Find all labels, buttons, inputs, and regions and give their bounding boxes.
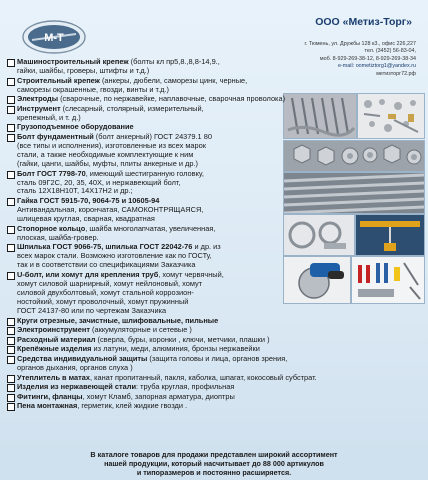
item-text [17,402,187,411]
item-description-line: плоская, шайба-гровер. [17,232,99,242]
item-title: Средства индивидуальной защиты [17,354,148,363]
checkbox-bullet [7,272,15,280]
checkbox-bullet [7,244,15,252]
checkbox-bullet [7,134,15,142]
footer-line: В каталоге товаров для продажи представлен широкий ассортимент [90,450,338,459]
item-description: из латуни, меди, алюминия, бронзы нержавейки [91,344,260,354]
item-description-line: Антивандальная, корончатая, САМОКОНТРЯЩАЯСЯ, [17,205,204,215]
item-text [17,123,134,132]
checkbox-bullet [7,198,15,206]
item-description-line: сталь 09Г2С, 20, 35, 40Х, и нержавеющий болт, [17,177,181,187]
item-title: Стопорное кольцо [17,223,86,233]
item-title: Пена монтажная [17,401,78,411]
item-description: , хомут Кламб, запорная арматура, диоптры [82,391,235,401]
company-name: ООО «Метиз-Торг» [315,16,412,28]
item-description-line: (все типы и исполнения), изготовленные из всех марок [17,140,206,150]
logo-text: М-Т [44,32,64,44]
item-description: (анкеры, дюбели, саморезы цинк, черные, [99,75,248,85]
item-title: Крепёжные изделия [17,344,92,354]
item-title: Фитинги, фланцы [17,391,83,401]
item-text [17,355,287,373]
item-description: : труба круглая, профильная [135,382,235,392]
item-title: Болт ГОСТ 7798-70 [17,168,86,178]
phone: тел. (3452) 56-83-04, [364,48,416,55]
footer [0,446,428,480]
item-description-line: стали, а также необходимые комплектующие к ним [17,149,194,159]
item-description-line: сталь 12Х18Н10Т, 14Х17Н2 и др.; [17,186,133,196]
item-description: (слесарный, столярный, измерительный, [60,103,204,113]
checkbox-bullet [7,375,15,383]
item-description-line: ГОСТ 24137-80 или по чертежам Заказчика [17,305,167,315]
photo-anchor-bolts [283,93,357,139]
checkbox-bullet [7,318,15,326]
email-link[interactable]: e-mail: oometiztorg1@yandex.ru [338,63,416,70]
item-title: Гайка ГОСТ 5915-70, 9064-75 и 10605-94 [17,196,160,206]
item-text [17,77,247,95]
item-text [17,336,270,345]
item-description-line: саморезы окрашенные, гвозди, винты и т.д.) [17,84,169,94]
checkbox-bullet [7,356,15,364]
footer-line: и типоразмеров и постоянно расширяется. [136,468,292,477]
item-description-line: ностойкий, хомут проволочный, хомут пружинный [17,296,189,306]
photo-pipe-clamps [283,214,355,256]
checkbox-bullet [7,384,15,392]
item-text [17,383,234,392]
item-description: , герметик, клей жидкие гвозди . [77,401,188,411]
item-description-line: так и в соответствии со спецификациями Заказчика [17,260,196,270]
item-description-line: органов дыхания, органов слуха ) [17,362,133,372]
item-description-line: хомут силовой шарнирный, хомут нейлоновый, хомут [17,278,203,288]
item-description: (сверла, буры, коронки , ключи, метчики, плашки ) [95,334,270,344]
photo-circular-saw [283,256,351,304]
item-text [17,393,235,402]
item-text [17,58,220,76]
item-description: (сварочные, по нержавейке, наплавочные, сварочная проволока) [58,94,286,104]
item-description-line: крепежный, и т. д.) [17,112,81,122]
item-description-line: шлицевая круглая, сварная, квадратная [17,214,155,223]
item-title: Изделия из нержавеющей стали [17,382,136,392]
item-title: Расходный материал [17,334,96,344]
mobile-phones: моб. 8-929-269-38-12, 8-929-269-38-34 [319,55,416,62]
item-description: (аккумуляторные и сетевые ) [89,325,192,335]
item-title: Шпилька ГОСТ 9066-75, шпилька ГОСТ 22042-76 [17,242,193,252]
photo-threaded-rods [283,172,425,214]
item-title: Утеплитель в матах [17,372,90,382]
checkbox-bullet [7,327,15,335]
checkbox-bullet [7,403,15,411]
item-description: , хомут червячный, [158,270,224,279]
item-text [17,170,204,197]
checkbox-bullet [7,171,15,179]
item-title: U-болт, или хомут для крепления труб [17,270,159,279]
item-description: (болт анкерный) ГОСТ 24379.1 80 [93,132,212,141]
item-title: Электроды [17,94,59,104]
checkbox-bullet [7,337,15,345]
item-description: (болты кл пр5,8.,8,8-14,9., [128,57,220,66]
photo-hoist-equipment [355,214,425,256]
checkbox-bullet [7,124,15,132]
photo-tool-set [351,256,425,304]
item-description-line: всех марок стали. Возможно изготовление как по ГОСТу, [17,251,212,261]
item-description-line: гайки, шайбы, гроверы, штифты и т.д.) [17,65,150,75]
item-text [17,345,260,354]
checkbox-bullet [7,226,15,234]
item-title: Круги отрезные, зачистные, шлифовальные, пильные [17,315,219,325]
item-title: Инструмент [17,103,61,113]
item-description-line: силовой двухболтовый, хомут стальной коррозион- [17,287,194,297]
item-text [17,197,203,224]
item-text [17,317,218,326]
item-description: , канат пропитанный, пакля, каболка, шпагат, кокосовый субстрат. [89,372,317,382]
website-link[interactable]: метизторг72.рф [376,70,416,77]
item-text [17,105,204,123]
item-title: Грузоподъемное оборудование [17,122,134,132]
item-text [17,271,224,316]
checkbox-bullet [7,78,15,86]
item-title: Электроинструмент [17,325,90,335]
item-description: , шайба многолапчатая, увеличенная, [85,223,216,233]
photo-nuts-washers [283,140,425,172]
contact-block [240,41,416,78]
address: г. Тюмень, ул. Дружбы 128 к3., офис 226,227 [304,41,416,47]
item-text [17,326,192,335]
item-title: Строительный крепеж [17,75,100,85]
checkbox-bullet [7,106,15,114]
item-text [17,133,212,169]
checkbox-bullet [7,96,15,104]
item-text [17,95,285,104]
checkbox-bullet [7,59,15,67]
item-description-line: (гайки, цанги, шайбы, муфты, плиты анкерные и др.) [17,158,198,168]
footer-line: нашей продукции, который насчитывает до 88 000 артикулов [104,459,324,468]
photo-fasteners-assortment [357,93,425,139]
item-text [17,374,317,383]
item-description: и др. из [192,242,221,252]
checkbox-bullet [7,394,15,402]
item-text [17,243,221,270]
item-title: Болт фундаментный [17,132,94,141]
checkbox-bullet [7,346,15,354]
item-text [17,225,215,243]
item-description: , имеющий шестигранную головку, [85,168,204,178]
company-logo [22,20,86,54]
item-title: Машиностроительный крепеж [17,57,129,66]
item-description: (защита головы и лица, органов зрения, [147,354,288,363]
